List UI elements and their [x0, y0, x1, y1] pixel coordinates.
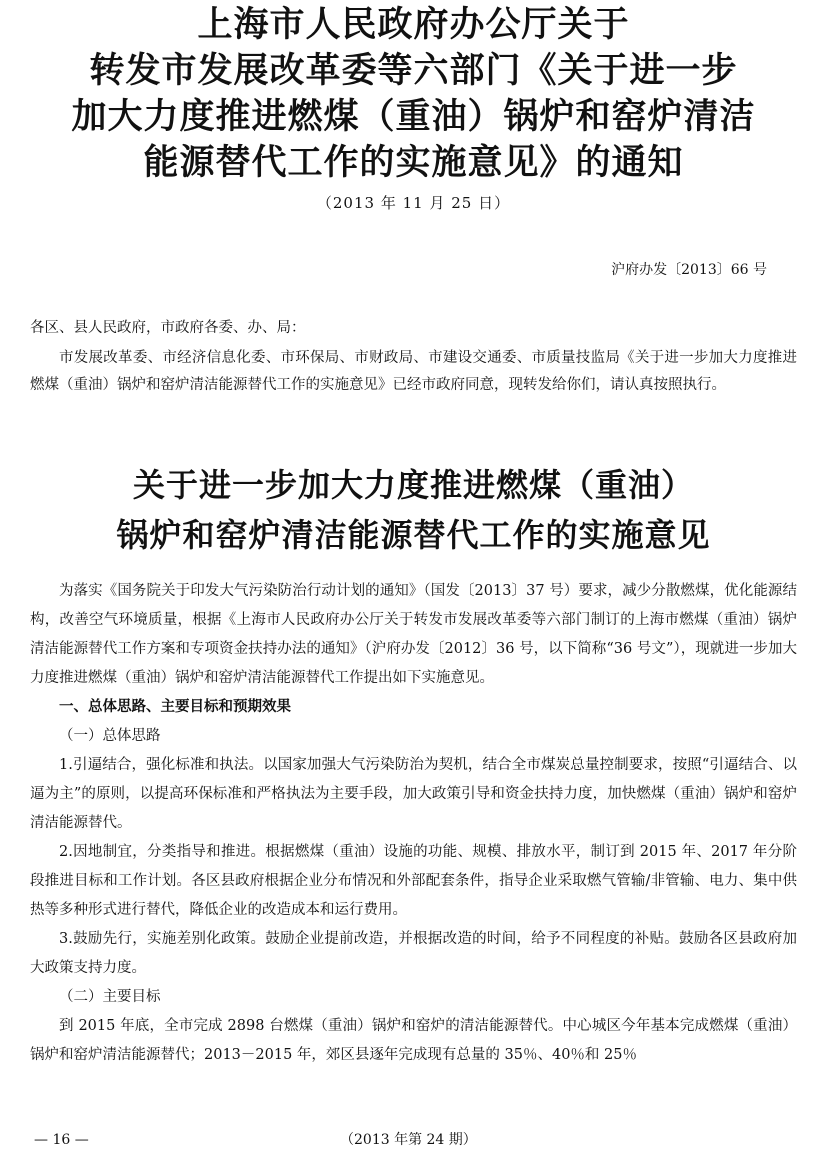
paragraph: 为落实《国务院关于印发大气污染防治行动计划的通知》（国发〔2013〕37 号）要求，减少分散燃煤，优化能源结构，改善空气环境质量，根据《上海市人民政府办公厅关于转发市发展改革委等六部门制订的上海市燃煤（重油）锅炉清洁能源替代工作方案和专项资金扶持办法的通知》（沪府办发〔2012〕36 号，以下简称“36 号文”），现就进一步加大力度推进燃煤（重油）锅炉和窑炉清洁能源替代工作提出如下实施意见。	[30, 583, 797, 686]
paragraph: 3.鼓励先行，实施差别化政策。鼓励企业提前改造，并根据改造的时间，给予不同程度的补贴。鼓励各区县政府加大政策支持力度。	[30, 931, 797, 976]
title-line-2: 转发市发展改革委等六部门《关于进一步	[89, 51, 738, 91]
section-heading: 一、总体思路、主要目标和预期效果	[59, 699, 291, 715]
document-number: 沪府办发〔2013〕66 号	[611, 262, 767, 278]
subsection-heading: （二）主要目标	[59, 989, 161, 1005]
issue-date: （2013 年 11 月 25 日）	[316, 194, 511, 212]
paragraph: 1.引逼结合，强化标准和执法。以国家加强大气污染防治为契机，结合全市煤炭总量控制要求，按照“引逼结合、以逼为主”的原则，以提高环保标准和严格执法为主要手段，加大政策引导和资金扶持力度，加快燃煤（重油）锅炉和窑炉清洁能源替代。	[30, 757, 797, 831]
title-line-3: 加大力度推进燃煤（重油）锅炉和窑炉清洁	[71, 97, 756, 137]
intro-paragraph: 市发展改革委、市经济信息化委、市环保局、市财政局、市建设交通委、市质量技监局《关于进一步加大力度推进燃煤（重油）锅炉和窑炉清洁能源替代工作的实施意见》已经市政府同意，现转发给你们，请认真按照执行。	[30, 350, 797, 393]
title-line-4: 能源替代工作的实施意见》的通知	[143, 143, 684, 183]
opinion-title	[0, 460, 827, 560]
page-number: — 16 —	[34, 1132, 89, 1148]
title-line-1: 上海市人民政府办公厅关于	[197, 5, 630, 45]
addressee: 各区、县人民政府，市政府各委、办、局：	[30, 320, 306, 336]
notice-title	[0, 0, 827, 214]
subsection-heading: （一）总体思路	[59, 728, 161, 744]
paragraph: 到 2015 年底，全市完成 2898 台燃煤（重油）锅炉和窑炉的清洁能源替代。中心城区今年基本完成燃煤（重油）锅炉和窑炉清洁能源替代；2013－2015 年，郊区县逐年完成现有总量的 35％、40％和 25％	[30, 1018, 797, 1063]
subtitle-line-2: 锅炉和窑炉清洁能源替代工作的实施意见	[116, 516, 711, 554]
opinion-body	[30, 577, 797, 1070]
paragraph: 2.因地制宜，分类指导和推进。根据燃煤（重油）设施的功能、规模、排放水平，制订到 2015 年、2017 年分阶段推进目标和工作计划。各区县政府根据企业分布情况和外部配套条件，指导企业采取燃气管输/非管输、电力、集中供热等多种形式进行替代，降低企业的改造成本和运行费用。	[30, 844, 797, 918]
issue-number: （2013 年第 24 期）	[340, 1132, 477, 1148]
subtitle-line-1: 关于进一步加大力度推进燃煤（重油）	[132, 466, 694, 504]
